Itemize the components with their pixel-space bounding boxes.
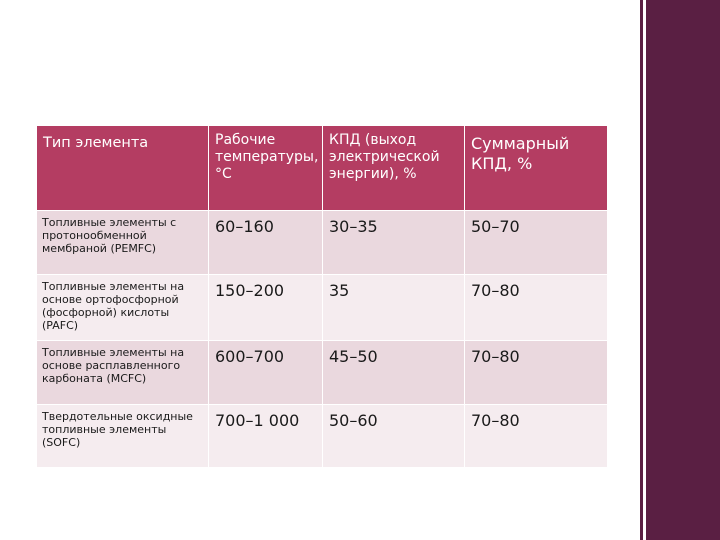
header-label-temperature: Рабочие температуры, °С [215,132,319,182]
cell-type [37,275,209,341]
cell-temperature [209,341,323,405]
cell-total-efficiency-text: 70–80 [471,411,520,430]
cell-total-efficiency-text: 70–80 [471,281,520,300]
cell-efficiency [323,405,465,468]
cell-temperature-text: 700–1 000 [215,411,300,430]
cell-type-text: Твердотельные оксидные топливные элементы (SOFC) [42,410,193,449]
cell-type [37,341,209,405]
cell-temperature [209,211,323,275]
cell-type-text: Топливные элементы с протонообменной мембраной (PEMFC) [42,216,177,255]
cell-type-text: Топливные элементы на основе ортофосфорной (фосфорной) кислоты (PAFC) [42,280,185,332]
cell-total-efficiency-text: 70–80 [471,347,520,366]
header-cell-temperature [209,126,323,211]
cell-efficiency-text: 30–35 [329,217,378,236]
header-cell-total-efficiency [465,126,608,211]
header-cell-efficiency [323,126,465,211]
cell-efficiency [323,275,465,341]
header-cell-type [37,126,209,211]
cell-type [37,211,209,275]
cell-temperature [209,405,323,468]
cell-efficiency-text: 50–60 [329,411,378,430]
fuel-cell-table [36,125,608,468]
cell-total-efficiency [465,405,608,468]
cell-efficiency-text: 35 [329,281,350,300]
cell-temperature-text: 150–200 [215,281,285,300]
decorative-side-line [643,0,646,540]
cell-total-efficiency [465,341,608,405]
table-row [37,341,608,405]
cell-temperature-text: 60–160 [215,217,274,236]
table-row [37,405,608,468]
cell-temperature-text: 600–700 [215,347,285,366]
table-row [37,275,608,341]
cell-total-efficiency [465,211,608,275]
cell-type-text: Топливные элементы на основе расплавленного карбоната (MCFC) [42,346,185,385]
table-row [37,211,608,275]
cell-efficiency-text: 45–50 [329,347,378,366]
table-header-row [37,126,608,211]
header-label-total-efficiency: Суммарный КПД, % [471,134,570,173]
cell-efficiency [323,341,465,405]
cell-efficiency [323,211,465,275]
cell-type [37,405,209,468]
cell-temperature [209,275,323,341]
header-label-type: Тип элемента [43,135,149,151]
decorative-side-band [640,0,720,540]
cell-total-efficiency [465,275,608,341]
header-label-efficiency: КПД (выход электрической энергии), % [329,132,440,182]
cell-total-efficiency-text: 50–70 [471,217,520,236]
